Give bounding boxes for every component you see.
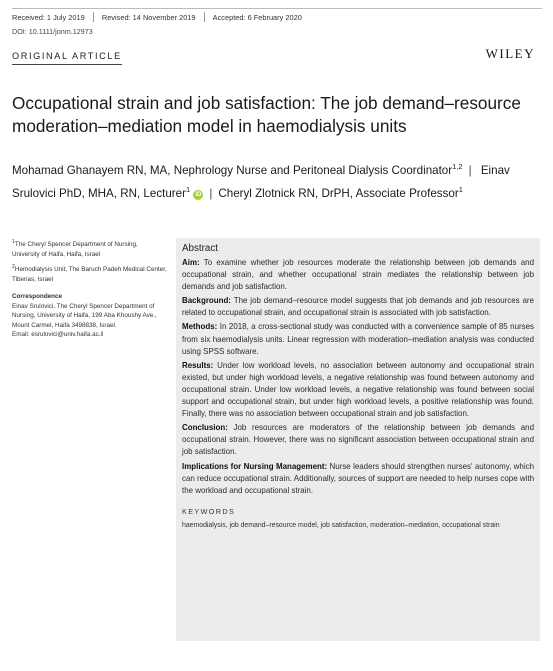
affiliation-1 [12, 238, 167, 259]
abstract-heading: Abstract [182, 243, 218, 254]
publication-dates [12, 8, 542, 22]
accepted-date: Accepted: 6 February 2020 [212, 13, 302, 22]
doi[interactable]: DOI: 10.1111/jonm.12973 [12, 27, 93, 36]
author-name[interactable]: Einav Srulovici PhD, MHA, RN, Lecturer [12, 163, 510, 200]
section-label: Conclusion: [182, 423, 228, 433]
author-affiliation-sup: 1,2 [452, 162, 463, 171]
received-date: Received: 1 July 2019 [12, 13, 85, 22]
section-text: Nurse leaders should strengthen nurses' autonomy, which can reduce occupational strain. Additionally, sources of support are needed to help nurses cope with the workload and occupational strain. [182, 461, 534, 495]
author-name[interactable]: Mohamad Ghanayem RN, MA, Nephrology Nurse and Peritoneal Dialysis Coordinator [12, 163, 453, 177]
affiliation-2 [12, 263, 167, 284]
author-affiliation-sup: 1 [458, 184, 463, 194]
affiliations-sidebar [12, 238, 167, 340]
keywords-heading: KEYWORDS [182, 506, 236, 516]
revised-date: Revised: 14 November 2019 [101, 13, 196, 22]
correspondence-heading: Correspondence [12, 293, 63, 301]
author-separator: | [468, 163, 472, 177]
section-label: Methods: [182, 322, 218, 332]
abstract-methods [182, 321, 534, 357]
section-label: Aim: [182, 258, 200, 267]
correspondence-email[interactable]: Email: esrulovici@univ.haifa.ac.il [12, 331, 104, 339]
author-name[interactable]: Cheryl Zlotnick RN, DrPH, Associate Professor [218, 186, 459, 200]
abstract-conclusion [182, 422, 534, 458]
article-type-label: ORIGINAL ARTICLE [12, 51, 122, 65]
date-divider [93, 12, 94, 22]
abstract-background [182, 295, 534, 319]
affiliation-sup: 1 [12, 239, 15, 245]
publisher-logo: WILEY [485, 46, 535, 61]
orcid-icon[interactable]: iD [195, 191, 202, 198]
affiliation-text: The Cheryl Spencer Department of Nursing, University of Haifa, Haifa, Israel [12, 241, 138, 258]
keywords-list: haemodialysis, job demand–resource model, job satisfaction, moderation–mediation, occupational strain [182, 521, 500, 529]
section-label: Results: [182, 360, 214, 370]
abstract-implications [182, 461, 534, 497]
article-title: Occupational strain and job satisfaction: The job demand–resource moderation–mediation model in haemodialysis units [12, 93, 521, 136]
correspondence-address: Einav Srulovici, The Cheryl Spencer Department of Nursing, University of Haifa, 199 Aba Khoushy Ave., Mount Carmel, Haifa 3498838, Israel. [12, 302, 157, 329]
section-label: Implications for Nursing Management: [182, 461, 328, 471]
section-label: Background: [182, 296, 231, 306]
author-affiliation-sup: 1 [185, 184, 191, 194]
section-text: To examine whether job resources moderate the relationship between job demands and occupational strain, and whether occupational strain mediates the relationship between job demands and job satisfaction. [182, 258, 535, 292]
author-list [12, 157, 542, 203]
abstract-aim [182, 257, 534, 293]
author-separator: | [209, 186, 213, 200]
affiliation-sup: 2 [12, 264, 15, 271]
section-text: The job demand–resource model suggests that job demands and job resources are related to occupational strain, and occupational strain is associated with job satisfaction. [182, 296, 534, 318]
section-text: Job resources are moderators of the relationship between job demands and occupational strain. However, there was no significant association between occupational strain and job satisfaction. [182, 423, 534, 457]
section-text: Under low workload levels, no association between autonomy and occupational strain existed, but under high workload levels, a negative relationship was found between autonomy and occupational strain. Under low workload levels, a negative relationship was found between social support and occupational strain, but under high workload levels, a positive relationship was found. Finally, there was no association between occupational strain and job satisfaction. [182, 360, 534, 419]
abstract-results [182, 360, 534, 420]
section-text: In 2018, a cross-sectional study was conducted with a convenience sample of 85 nurses from six haemodialysis units. Linear regression with moderation–mediation analysis was conducted using SPSS software. [182, 322, 534, 356]
affiliation-text: Hemodialysis Unit, The Baruch Padeh Medical Center, Tiberias, Israel [12, 266, 167, 283]
date-divider [204, 12, 205, 22]
abstract-box [176, 238, 540, 641]
